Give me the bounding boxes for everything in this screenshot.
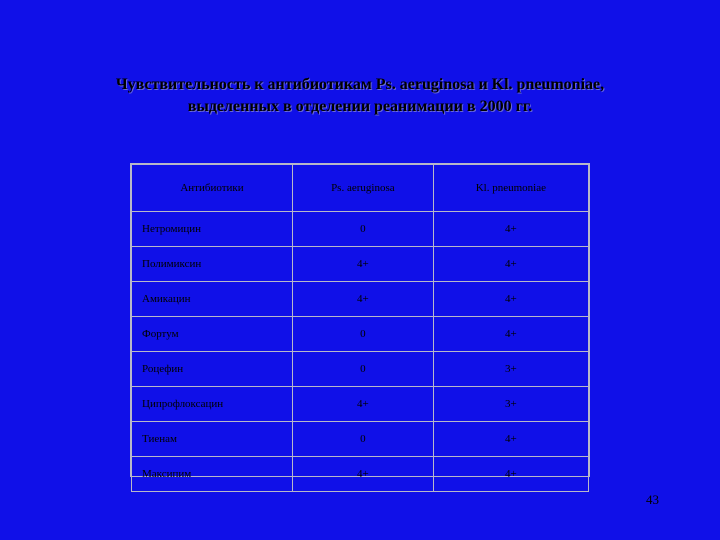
kl-pneumoniae-value: 4+ xyxy=(433,282,588,317)
ps-aeruginosa-value: 4+ xyxy=(293,247,434,282)
antibiotic-name: Ципрофлоксацин xyxy=(132,387,293,422)
table-row xyxy=(132,317,589,352)
kl-pneumoniae-value: 4+ xyxy=(433,247,588,282)
kl-pneumoniae-value: 3+ xyxy=(433,352,588,387)
page-number: 43 xyxy=(646,492,659,507)
table-row xyxy=(132,457,589,492)
ps-aeruginosa-value: 4+ xyxy=(293,387,434,422)
kl-pneumoniae-value: 4+ xyxy=(433,457,588,492)
kl-pneumoniae-value: 4+ xyxy=(433,317,588,352)
sensitivity-table-container xyxy=(130,163,590,480)
antibiotic-name: Тиенам xyxy=(132,422,293,457)
antibiotic-name: Максипим xyxy=(132,457,293,492)
table-row xyxy=(132,352,589,387)
ps-aeruginosa-value: 0 xyxy=(293,317,434,352)
slide-title-line-1: Чувствительность к антибиотикам Ps. aeruginosa и Kl. pneumoniae, xyxy=(115,76,605,93)
antibiotic-name: Нетромицин xyxy=(132,212,293,247)
table-row xyxy=(132,422,589,457)
ps-aeruginosa-value: 4+ xyxy=(293,457,434,492)
antibiotic-name: Роцефин xyxy=(132,352,293,387)
sensitivity-table xyxy=(131,164,589,492)
antibiotic-name: Фортум xyxy=(132,317,293,352)
antibiotic-name: Полимиксин xyxy=(132,247,293,282)
ps-aeruginosa-value: 0 xyxy=(293,422,434,457)
slide-title-line-2: выделенных в отделении реанимации в 2000 гг. xyxy=(187,98,533,115)
header-antibiotics: Антибиотики xyxy=(132,165,293,212)
antibiotic-name: Амикацин xyxy=(132,282,293,317)
slide-title xyxy=(0,74,720,118)
ps-aeruginosa-value: 0 xyxy=(293,212,434,247)
ps-aeruginosa-value: 4+ xyxy=(293,282,434,317)
kl-pneumoniae-value: 4+ xyxy=(433,422,588,457)
table-row xyxy=(132,247,589,282)
header-kl-pneumoniae: Kl. pneumoniae xyxy=(433,165,588,212)
ps-aeruginosa-value: 0 xyxy=(293,352,434,387)
kl-pneumoniae-value: 3+ xyxy=(433,387,588,422)
header-ps-aeruginosa: Ps. aeruginosa xyxy=(293,165,434,212)
kl-pneumoniae-value: 4+ xyxy=(433,212,588,247)
table-row xyxy=(132,387,589,422)
table-row xyxy=(132,212,589,247)
table-header-row xyxy=(132,165,589,212)
table-row xyxy=(132,282,589,317)
